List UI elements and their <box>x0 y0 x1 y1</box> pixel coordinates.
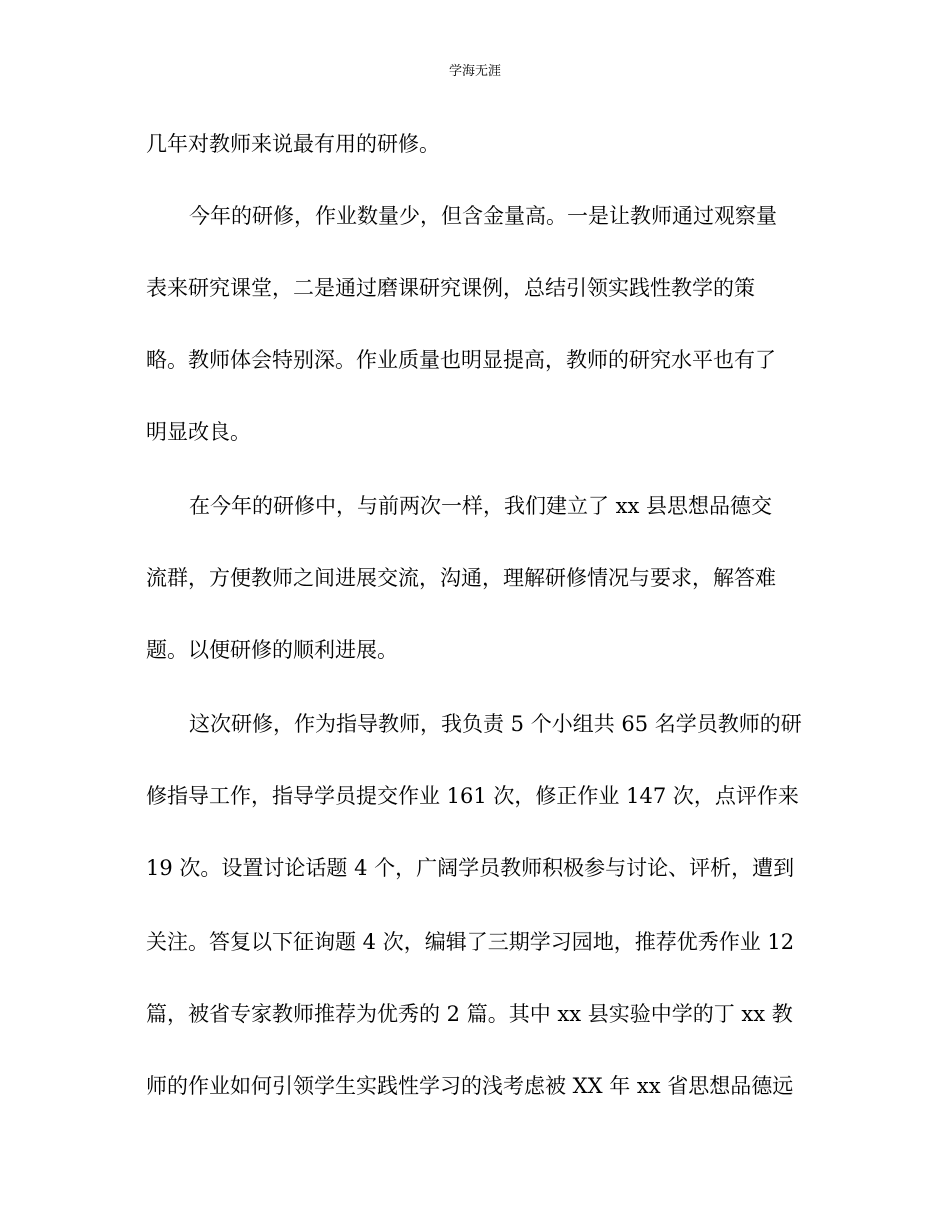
page-header: 学海无涯 <box>448 64 501 79</box>
text-line: 篇，被省专家教师推荐为优秀的 2 篇。其中 xx 县实验中学的丁 xx 教 <box>146 1002 793 1026</box>
text-line: 修指导工作，指导学员提交作业 161 次，修正作业 147 次，点评作来 <box>146 784 799 808</box>
text-line: 表来研究课堂，二是通过磨课研究课例，总结引领实践性教学的策 <box>146 276 755 300</box>
paragraph-first-line: 这次研修，作为指导教师，我负责 5 个小组共 65 名学员教师的研 <box>189 712 802 736</box>
text-line: 明显改良。 <box>146 420 251 444</box>
paragraph-first-line: 今年的研修，作业数量少，但含金量高。一是让教师通过观察量 <box>189 204 777 228</box>
text-line: 题。以便研修的顺利进展。 <box>146 638 398 662</box>
text-line: 19 次。设置讨论话题 4 个，广阔学员教师积极参与讨论、评析，遭到 <box>146 856 795 880</box>
paragraph-first-line: 在今年的研修中，与前两次一样，我们建立了 xx 县思想品德交 <box>189 494 773 518</box>
text-line: 略。教师体会特别深。作业质量也明显提高，教师的研究水平也有了 <box>146 348 776 372</box>
text-line: 师的作业如何引领学生实践性学习的浅考虑被 XX 年 xx 省思想品德远 <box>146 1074 794 1098</box>
text-line: 关注。答复以下征询题 4 次，编辑了三期学习园地，推荐优秀作业 12 <box>146 930 795 954</box>
text-line: 几年对教师来说最有用的研修。 <box>146 132 440 156</box>
text-line: 流群，方便教师之间进展交流，沟通，理解研修情况与要求，解答难 <box>146 566 776 590</box>
